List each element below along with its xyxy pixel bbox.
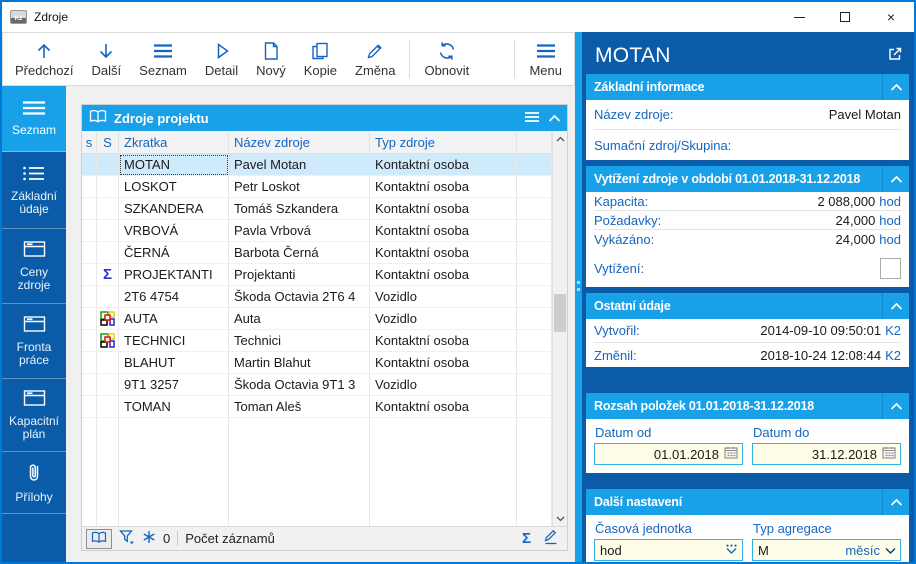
cell-badge bbox=[97, 396, 119, 418]
cell-s bbox=[82, 308, 97, 330]
scrollbar-track[interactable] bbox=[553, 146, 567, 511]
group-icon bbox=[100, 333, 115, 348]
cell-s bbox=[82, 176, 97, 198]
cell-nazev-zdroje: Martin Blahut bbox=[229, 352, 370, 374]
toolbar-separator bbox=[514, 40, 515, 78]
cell-filler bbox=[517, 286, 552, 308]
filter-count: 0 bbox=[163, 531, 171, 546]
info-label: Název zdroje: bbox=[594, 107, 674, 122]
cell-nazev-zdroje: Toman Aleš bbox=[229, 396, 370, 418]
list-bullets-icon bbox=[22, 165, 46, 185]
detail-title: MOTAN bbox=[595, 44, 671, 67]
minimize-icon bbox=[794, 17, 805, 18]
section-header[interactable]: Rozsah položek 01.01.2018-31.12.2018 bbox=[586, 393, 909, 419]
table-header-row bbox=[82, 131, 552, 154]
book-view-button[interactable] bbox=[86, 529, 112, 549]
filter-icon[interactable] bbox=[119, 529, 135, 548]
info-unit: K2 bbox=[885, 323, 901, 338]
table-row[interactable] bbox=[82, 264, 552, 286]
cell-badge bbox=[97, 220, 119, 242]
collapse-icon[interactable] bbox=[882, 74, 909, 100]
aggregation-field: Typ agregace M měsíc bbox=[752, 519, 901, 561]
info-unit: hod bbox=[879, 193, 901, 209]
column-header-S[interactable]: S bbox=[97, 131, 119, 153]
edit-button[interactable]: Změna bbox=[346, 33, 404, 85]
info-value: Pavel Motan bbox=[828, 107, 901, 122]
book-icon bbox=[91, 531, 107, 547]
cell-filler bbox=[517, 220, 552, 242]
play-icon bbox=[212, 41, 232, 61]
window-title: Zdroje bbox=[34, 10, 69, 24]
cell-nazev-zdroje: Auta bbox=[229, 308, 370, 330]
info-row bbox=[594, 130, 901, 160]
cell-typ-zdroje: Vozidlo bbox=[370, 374, 517, 396]
cell-badge bbox=[97, 330, 119, 352]
cell-zkratka: LOSKOT bbox=[119, 176, 229, 198]
info-label: Sumační zdroj/Skupina: bbox=[594, 137, 732, 153]
cell-s bbox=[82, 264, 97, 286]
maximize-button[interactable] bbox=[822, 2, 868, 32]
cell-filler bbox=[517, 198, 552, 220]
section-utilization bbox=[586, 166, 909, 287]
cell-typ-zdroje: Kontaktní osoba bbox=[370, 264, 517, 286]
cell-filler bbox=[517, 308, 552, 330]
column-header-nazev-zdroje[interactable]: Název zdroje bbox=[229, 131, 370, 153]
column-header-zkratka[interactable]: Zkratka bbox=[119, 131, 229, 153]
cell-zkratka: 2T6 4754 bbox=[119, 286, 229, 308]
table-row[interactable] bbox=[82, 374, 552, 396]
toolbar-separator bbox=[409, 40, 410, 78]
cell-nazev-zdroje: Barbota Černá bbox=[229, 242, 370, 264]
info-row bbox=[594, 230, 901, 249]
cell-typ-zdroje: Kontaktní osoba bbox=[370, 154, 517, 176]
record-count-label: Počet záznamů bbox=[185, 531, 275, 546]
date-to-field: Datum do 31.12.2018 bbox=[752, 423, 901, 465]
paperclip-icon bbox=[26, 461, 42, 486]
list-view-button[interactable]: Seznam bbox=[130, 33, 196, 85]
detail-panel bbox=[582, 32, 914, 562]
combo-dropdown-icon[interactable] bbox=[720, 543, 738, 558]
collapse-icon[interactable] bbox=[548, 111, 561, 126]
scroll-down-icon[interactable] bbox=[553, 511, 567, 526]
footer-separator bbox=[177, 531, 178, 546]
collapse-icon[interactable] bbox=[882, 393, 909, 419]
list-icon bbox=[152, 41, 174, 61]
panel-title: Zdroje projektu bbox=[114, 110, 209, 126]
cell-typ-zdroje: Kontaktní osoba bbox=[370, 242, 517, 264]
cell-zkratka: TOMAN bbox=[119, 396, 229, 418]
cell-filler bbox=[517, 242, 552, 264]
cell-s bbox=[82, 286, 97, 308]
date-to-input[interactable]: 31.12.2018 bbox=[752, 443, 901, 465]
cell-s bbox=[82, 352, 97, 374]
info-label: Požadavky: bbox=[594, 212, 662, 228]
table-row[interactable] bbox=[82, 176, 552, 198]
date-from-input[interactable]: 01.01.2018 bbox=[594, 443, 743, 465]
detail-view-button[interactable]: Detail bbox=[196, 33, 247, 85]
main-area bbox=[66, 86, 575, 562]
calendar-icon[interactable] bbox=[877, 446, 896, 462]
section-body bbox=[586, 419, 909, 473]
collapse-icon[interactable] bbox=[882, 489, 909, 515]
group-icon bbox=[100, 311, 115, 326]
cell-filler bbox=[517, 374, 552, 396]
cell-zkratka: 9T1 3257 bbox=[119, 374, 229, 396]
cell-nazev-zdroje: Technici bbox=[229, 330, 370, 352]
cell-nazev-zdroje: Škoda Octavia 9T1 3 bbox=[229, 374, 370, 396]
cell-s bbox=[82, 154, 97, 176]
sum-icon[interactable]: Σ bbox=[521, 530, 531, 547]
info-value: 24,000 bbox=[835, 232, 876, 247]
box-icon bbox=[23, 389, 46, 410]
table-empty-area bbox=[82, 418, 552, 526]
menu-button[interactable]: Menu bbox=[520, 33, 571, 85]
table-rows bbox=[82, 154, 552, 418]
section-other bbox=[586, 293, 909, 367]
cell-zkratka: ČERNÁ bbox=[119, 242, 229, 264]
section-basic-info bbox=[586, 74, 909, 160]
cell-zkratka: BLAHUT bbox=[119, 352, 229, 374]
cell-nazev-zdroje: Pavla Vrbová bbox=[229, 220, 370, 242]
sidebar-item-ceny-zdroje[interactable]: Ceny zdroje bbox=[2, 229, 66, 304]
cell-s bbox=[82, 198, 97, 220]
cell-badge bbox=[97, 242, 119, 264]
cell-badge bbox=[97, 264, 119, 286]
table-row[interactable] bbox=[82, 396, 552, 418]
section-settings bbox=[586, 489, 909, 562]
info-row bbox=[594, 192, 901, 211]
cell-filler bbox=[517, 176, 552, 198]
section-header[interactable]: Vytížení zdroje v období 01.01.2018-31.12.2018 bbox=[586, 166, 909, 192]
section-header[interactable]: Základní informace bbox=[586, 74, 909, 100]
section-body bbox=[586, 319, 909, 367]
collapse-icon[interactable] bbox=[882, 166, 909, 192]
column-header-s[interactable]: s bbox=[82, 131, 97, 153]
toolbar bbox=[2, 32, 575, 86]
book-icon bbox=[89, 109, 107, 127]
copy-icon bbox=[310, 41, 330, 61]
calendar-icon[interactable] bbox=[719, 446, 738, 462]
maximize-icon bbox=[840, 12, 850, 22]
info-label: Změnil: bbox=[594, 347, 637, 363]
cell-badge bbox=[97, 286, 119, 308]
refresh-button[interactable]: Obnovit bbox=[415, 33, 478, 85]
window-controls bbox=[776, 2, 914, 32]
new-button[interactable]: Nový bbox=[247, 33, 295, 85]
info-row bbox=[594, 343, 901, 367]
sidebar-item-kapacitni-plan[interactable]: Kapacitní plán bbox=[2, 379, 66, 452]
table-row[interactable] bbox=[82, 242, 552, 264]
section-body bbox=[594, 192, 901, 249]
cell-s bbox=[82, 242, 97, 264]
table-row[interactable] bbox=[82, 352, 552, 374]
cell-typ-zdroje: Kontaktní osoba bbox=[370, 352, 517, 374]
cell-filler bbox=[517, 154, 552, 176]
table-row[interactable] bbox=[82, 198, 552, 220]
table-row[interactable] bbox=[82, 286, 552, 308]
detail-header bbox=[586, 38, 909, 74]
app-icon: K2 bbox=[10, 10, 27, 24]
cell-badge bbox=[97, 198, 119, 220]
cell-badge bbox=[97, 352, 119, 374]
info-value: 2014-09-10 09:50:01 bbox=[760, 323, 882, 338]
snowflake-icon[interactable] bbox=[142, 530, 156, 547]
sidebar-item-prilohy[interactable]: Přílohy bbox=[2, 452, 66, 514]
info-row bbox=[594, 211, 901, 230]
open-in-window-icon[interactable] bbox=[887, 44, 903, 68]
column-header-typ-zdroje[interactable]: Typ zdroje bbox=[370, 131, 517, 153]
close-button[interactable]: × bbox=[886, 9, 896, 25]
box-icon bbox=[23, 240, 46, 261]
info-label: Vytvořil: bbox=[594, 323, 640, 338]
section-body bbox=[586, 100, 909, 160]
minimize-button[interactable] bbox=[776, 2, 822, 32]
sidebar bbox=[2, 86, 66, 562]
chevron-down-icon[interactable] bbox=[880, 543, 896, 558]
resources-panel bbox=[81, 104, 568, 551]
section-body bbox=[586, 515, 909, 562]
cell-nazev-zdroje: Projektanti bbox=[229, 264, 370, 286]
cell-typ-zdroje: Kontaktní osoba bbox=[370, 330, 517, 352]
info-unit: K2 bbox=[885, 347, 901, 363]
panel-footer bbox=[82, 526, 567, 550]
info-value: 2 088,000 bbox=[817, 193, 876, 209]
collapse-icon[interactable] bbox=[882, 293, 909, 319]
info-value: 24,000 bbox=[835, 212, 876, 228]
time-unit-field: Časová jednotka hod bbox=[594, 519, 743, 561]
box-icon bbox=[23, 315, 46, 336]
scroll-up-icon[interactable] bbox=[553, 131, 567, 146]
cell-filler bbox=[517, 330, 552, 352]
previous-button[interactable]: Předchozí bbox=[6, 33, 83, 85]
vertical-scrollbar[interactable] bbox=[552, 131, 567, 526]
refresh-icon bbox=[437, 41, 457, 61]
hamburger-icon bbox=[535, 41, 557, 61]
copy-button[interactable]: Kopie bbox=[295, 33, 346, 85]
cell-nazev-zdroje: Tomáš Szkandera bbox=[229, 198, 370, 220]
cell-typ-zdroje: Kontaktní osoba bbox=[370, 396, 517, 418]
info-unit: hod bbox=[879, 232, 901, 247]
info-row bbox=[594, 319, 901, 343]
cell-typ-zdroje: Kontaktní osoba bbox=[370, 176, 517, 198]
section-header[interactable]: Další nastavení bbox=[586, 489, 909, 515]
title-bar bbox=[2, 2, 914, 32]
cell-filler bbox=[517, 352, 552, 374]
cell-zkratka: VRBOVÁ bbox=[119, 220, 229, 242]
sum-icon: Σ bbox=[102, 266, 112, 283]
cell-zkratka: TECHNICI bbox=[119, 330, 229, 352]
column-header-filler bbox=[517, 131, 552, 153]
cell-zkratka: SZKANDERA bbox=[119, 198, 229, 220]
cell-typ-zdroje: Vozidlo bbox=[370, 286, 517, 308]
cell-nazev-zdroje: Petr Loskot bbox=[229, 176, 370, 198]
section-range bbox=[586, 393, 909, 473]
cell-zkratka: MOTAN bbox=[119, 154, 229, 176]
edit-pencil-icon[interactable] bbox=[543, 529, 559, 548]
aggregation-select[interactable]: M měsíc bbox=[752, 539, 901, 561]
table-row[interactable] bbox=[82, 154, 552, 176]
cell-filler bbox=[517, 396, 552, 418]
cell-filler bbox=[517, 264, 552, 286]
pencil-icon bbox=[365, 41, 385, 61]
info-row bbox=[594, 100, 901, 130]
sidebar-item-fronta-prace[interactable]: Fronta práce bbox=[2, 304, 66, 379]
panel-header bbox=[82, 105, 567, 131]
cell-badge bbox=[97, 154, 119, 176]
info-label: Vykázáno: bbox=[594, 232, 655, 247]
cell-s bbox=[82, 374, 97, 396]
table-row[interactable] bbox=[82, 308, 552, 330]
info-value: 2018-10-24 12:08:44 bbox=[760, 347, 882, 363]
new-document-icon bbox=[262, 41, 280, 61]
scrollbar-thumb[interactable] bbox=[554, 294, 566, 332]
utilization-row: Vytížení: bbox=[594, 249, 901, 287]
cell-s bbox=[82, 396, 97, 418]
info-unit: hod bbox=[879, 212, 901, 228]
date-from-field: Datum od 01.01.2018 bbox=[594, 423, 743, 465]
cell-nazev-zdroje: Škoda Octavia 2T6 4 bbox=[229, 286, 370, 308]
cell-typ-zdroje: Kontaktní osoba bbox=[370, 220, 517, 242]
panel-menu-icon[interactable] bbox=[524, 111, 540, 126]
cell-badge bbox=[97, 176, 119, 198]
arrow-up-icon bbox=[34, 41, 54, 61]
cell-badge bbox=[97, 308, 119, 330]
cell-s bbox=[82, 220, 97, 242]
table-row[interactable] bbox=[82, 330, 552, 352]
cell-typ-zdroje: Kontaktní osoba bbox=[370, 198, 517, 220]
section-header[interactable]: Ostatní údaje bbox=[586, 293, 909, 319]
arrow-down-icon bbox=[96, 41, 116, 61]
cell-nazev-zdroje: Pavel Motan bbox=[229, 154, 370, 176]
sidebar-item-seznam[interactable]: Seznam bbox=[2, 86, 66, 152]
table-row[interactable] bbox=[82, 220, 552, 242]
hamburger-icon bbox=[22, 100, 46, 119]
time-unit-combo[interactable]: hod bbox=[594, 539, 743, 561]
cell-zkratka: PROJEKTANTI bbox=[119, 264, 229, 286]
sidebar-item-zakladni-udaje[interactable]: Základní údaje bbox=[2, 152, 66, 229]
info-label: Kapacita: bbox=[594, 193, 649, 209]
cell-typ-zdroje: Vozidlo bbox=[370, 308, 517, 330]
cell-zkratka: AUTA bbox=[119, 308, 229, 330]
utilization-checkbox[interactable] bbox=[880, 258, 901, 279]
next-button[interactable]: Další bbox=[83, 33, 131, 85]
panel-splitter[interactable] bbox=[575, 32, 582, 562]
cell-s bbox=[82, 330, 97, 352]
cell-badge bbox=[97, 374, 119, 396]
